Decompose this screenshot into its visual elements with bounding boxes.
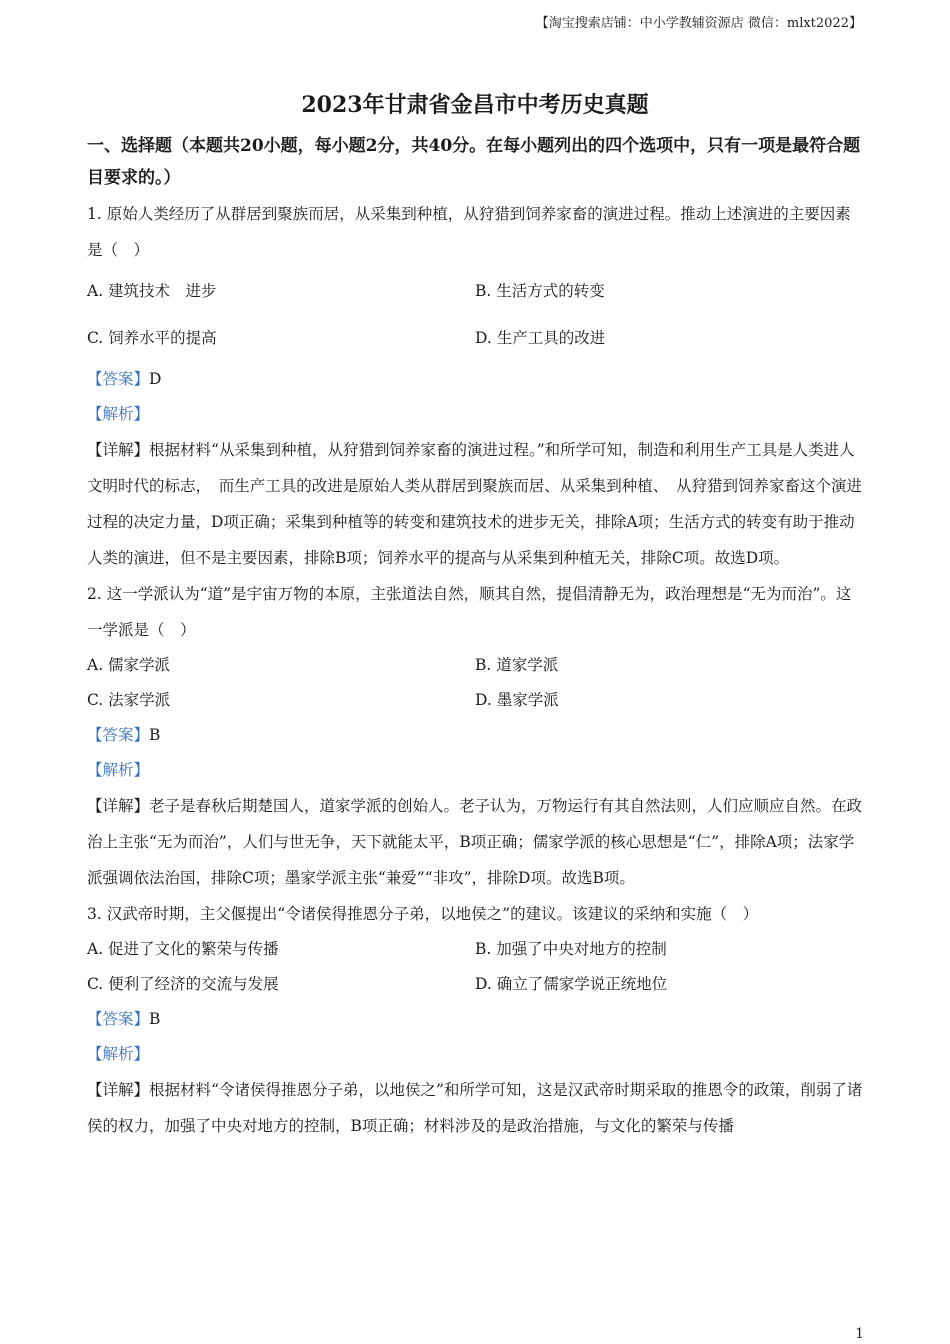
answer-line [87,362,863,397]
detail-tag: 【详解】 [87,1081,150,1099]
analysis-tag: 【解析】 [87,761,150,779]
answer-tag: 【答案】 [87,370,150,388]
question-1 [87,196,863,576]
answer-line [87,1002,863,1037]
question-stem: 1. 原始人类经历了从群居到聚族而居，从采集到种植，从狩猎到饲养家畜的演进过程。推动上述演进的主要因素是（ ） [87,205,851,259]
detail-tag: 【详解】 [87,441,150,459]
question-2 [87,576,863,896]
section-heading: 一、选择题（本题共20小题，每小题2分，共40分。在每小题列出的四个选项中，只有一项是最符合题目要求的。） [87,136,861,188]
option-d: D. 确立了儒家学说正统地位 [475,975,668,993]
option-b: B. 道家学派 [475,656,559,674]
question-3 [87,896,863,1144]
options-list [87,648,863,718]
option-a: A. 儒家学派 [87,656,171,674]
option-b: B. 加强了中央对地方的控制 [475,940,667,958]
analysis-line [87,1037,863,1072]
question-stem: 3. 汉武帝时期，主父偃提出“令诸侯得推恩分子弟，以地侯之”的建议。该建议的采纳和实施（ ） [87,905,759,923]
option-d: D. 生产工具的改进 [475,329,606,347]
option-c: C. 饲养水平的提高 [87,329,217,347]
analysis-line [87,753,863,788]
option-c: C. 法家学派 [87,691,171,709]
detail-text: 根据材料“从采集到种植，从狩猎到饲养家畜的演进过程。”和所学可知，制造和利用生产工具是人类进人文明时代的标志， 而生产工具的改进是原始人类从群居到聚族而居、从采集到种植、 从狩猎到饲养家畜这个演进过程的决定力量，D项正确；采集到种植等的转变和建筑技术的进步无关，排除A项；生活方式的转变有助于推动人类的演进，但不是主要因素，排除B项；饲养水平的提高与从采集到种植无关，排除C项。故选D项。 [87,441,863,567]
answer-value: B [149,1010,161,1028]
detail-text: 根据材料“令诸侯得推恩分子弟，以地侯之”和所学可知，这是汉武帝时期采取的推恩令的政策，削弱了诸侯的权力，加强了中央对地方的控制，B项正确；材料涉及的是政治措施，与文化的繁荣与传播 [87,1081,863,1135]
option-d: D. 墨家学派 [475,691,559,709]
header-watermark-note: 【淘宝搜索店铺：中小学教辅资源店 微信：mlxt2022】 [535,16,862,31]
detail-paragraph [87,788,863,896]
answer-value: D [149,370,162,388]
detail-text: 老子是春秋后期楚国人，道家学派的创始人。老子认为，万物运行有其自然法则，人们应顺应自然。在政治上主张“无为而治”，人们与世无争，天下就能太平，B项正确；儒家学派的核心思想是“仁”，排除A项；法家学派强调依法治国，排除C项；墨家学派主张“兼爱”“非攻”，排除D项。故选B项。 [87,797,863,887]
option-a: A. 促进了文化的繁荣与传播 [87,940,279,958]
option-a: A. 建筑技术 进步 [87,282,217,300]
answer-line [87,718,863,753]
document-body [87,130,863,1144]
analysis-tag: 【解析】 [87,1045,150,1063]
page-title: 2023年甘肃省金昌市中考历史真题 [301,92,649,118]
question-stem: 2. 这一学派认为“道”是宇宙万物的本原，主张道法自然，顺其自然，提倡清静无为，政治理想是“无为而治”。这一学派是（ ） [87,585,852,639]
answer-tag: 【答案】 [87,1010,150,1028]
detail-paragraph [87,1072,863,1144]
answer-value: B [149,726,161,744]
option-c: C. 便利了经济的交流与发展 [87,975,279,993]
options-list [87,268,863,362]
answer-tag: 【答案】 [87,726,150,744]
analysis-tag: 【解析】 [87,405,150,423]
analysis-line [87,397,863,432]
page-number: 1 [855,1326,864,1342]
option-b: B. 生活方式的转变 [475,282,605,300]
options-list [87,932,863,1002]
detail-tag: 【详解】 [87,797,150,815]
detail-paragraph [87,432,863,576]
